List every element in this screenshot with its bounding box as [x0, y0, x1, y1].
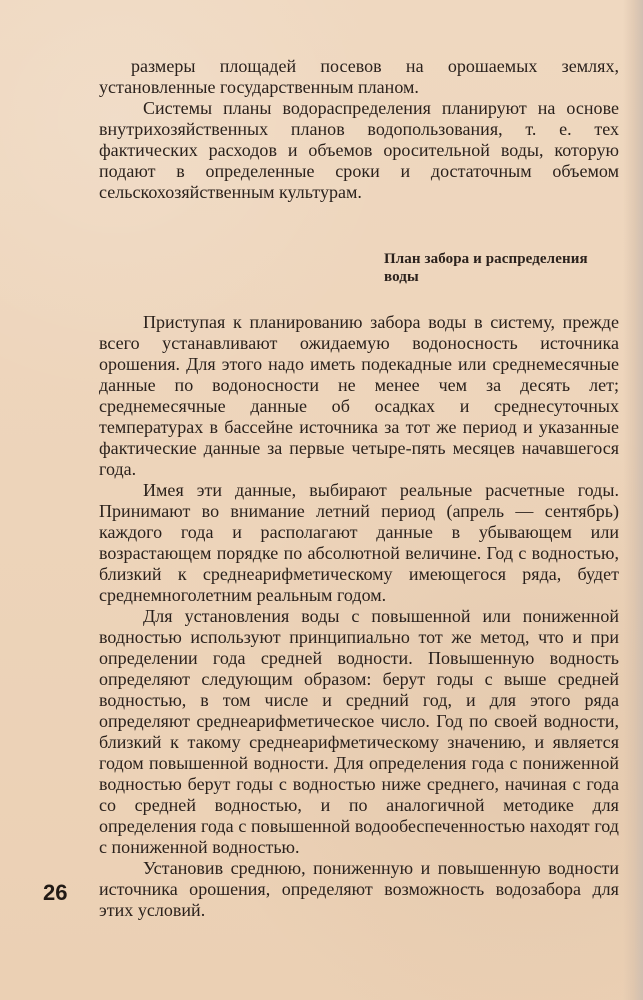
page-number: 26 [43, 880, 68, 905]
page-edge [623, 0, 643, 1000]
main-text-block [99, 312, 619, 921]
top-text-block [99, 56, 619, 203]
main-paragraph-4: Установив среднюю, пониженную и повышенную водности источника орошения, определяют возможность водозабора для этих условий. [99, 858, 619, 920]
main-paragraph-1: Приступая к планированию забора воды в систему, прежде всего устанавливают ожидаемую водоносность источника орошения. Для этого надо иметь подекадные или среднемесячные данные по водоносности не менее чем за десять лет; среднемесячные данные об осадках и среднесуточных температурах в бассейне источника за тот же период и указанные фактические данные за первые четыре-пять месяцев начавшегося года. [99, 312, 619, 479]
top-paragraph-2: Системы планы водораспределения планируют на основе внутрихозяйственных планов водопользования, т. е. тех фактических расходов и объемов оросительной воды, которую подают в определенные сроки и достаточным объемом сельскохозяйственным культурам. [99, 98, 619, 202]
section-heading: План забора и распределения воды [384, 251, 588, 285]
main-paragraph-2: Имея эти данные, выбирают реальные расчетные годы. Принимают во внимание летний период (апрель — сентябрь) каждого года и располагают данные в убывающем или возрастающем порядке по абсолютной величине. Год с водностью, близкий к среднеарифметическому имеющегося ряда, будет среднемноголетним реальным годом. [99, 480, 619, 605]
main-paragraph-3: Для установления воды с повышенной или пониженной водностью используют принципиально тот же метод, что и при определении года средней водности. Повышенную водность определяют следующим образом: берут годы с выше средней водностью, в том числе и средний год, и для этого ряда определяют среднеарифметическое число. Год по своей водности, близкий к такому среднеарифметическому значению, и является годом повышенной водности. Для определения года с пониженной водностью берут годы с водностью ниже среднего, начиная с года со средней водностью, и по аналогичной методике для определения года с повышенной водообеспеченностью находят год с пониженной водностью. [99, 606, 619, 857]
top-paragraph-1: размеры площадей посевов на орошаемых землях, установленные государственным планом. [99, 56, 619, 97]
